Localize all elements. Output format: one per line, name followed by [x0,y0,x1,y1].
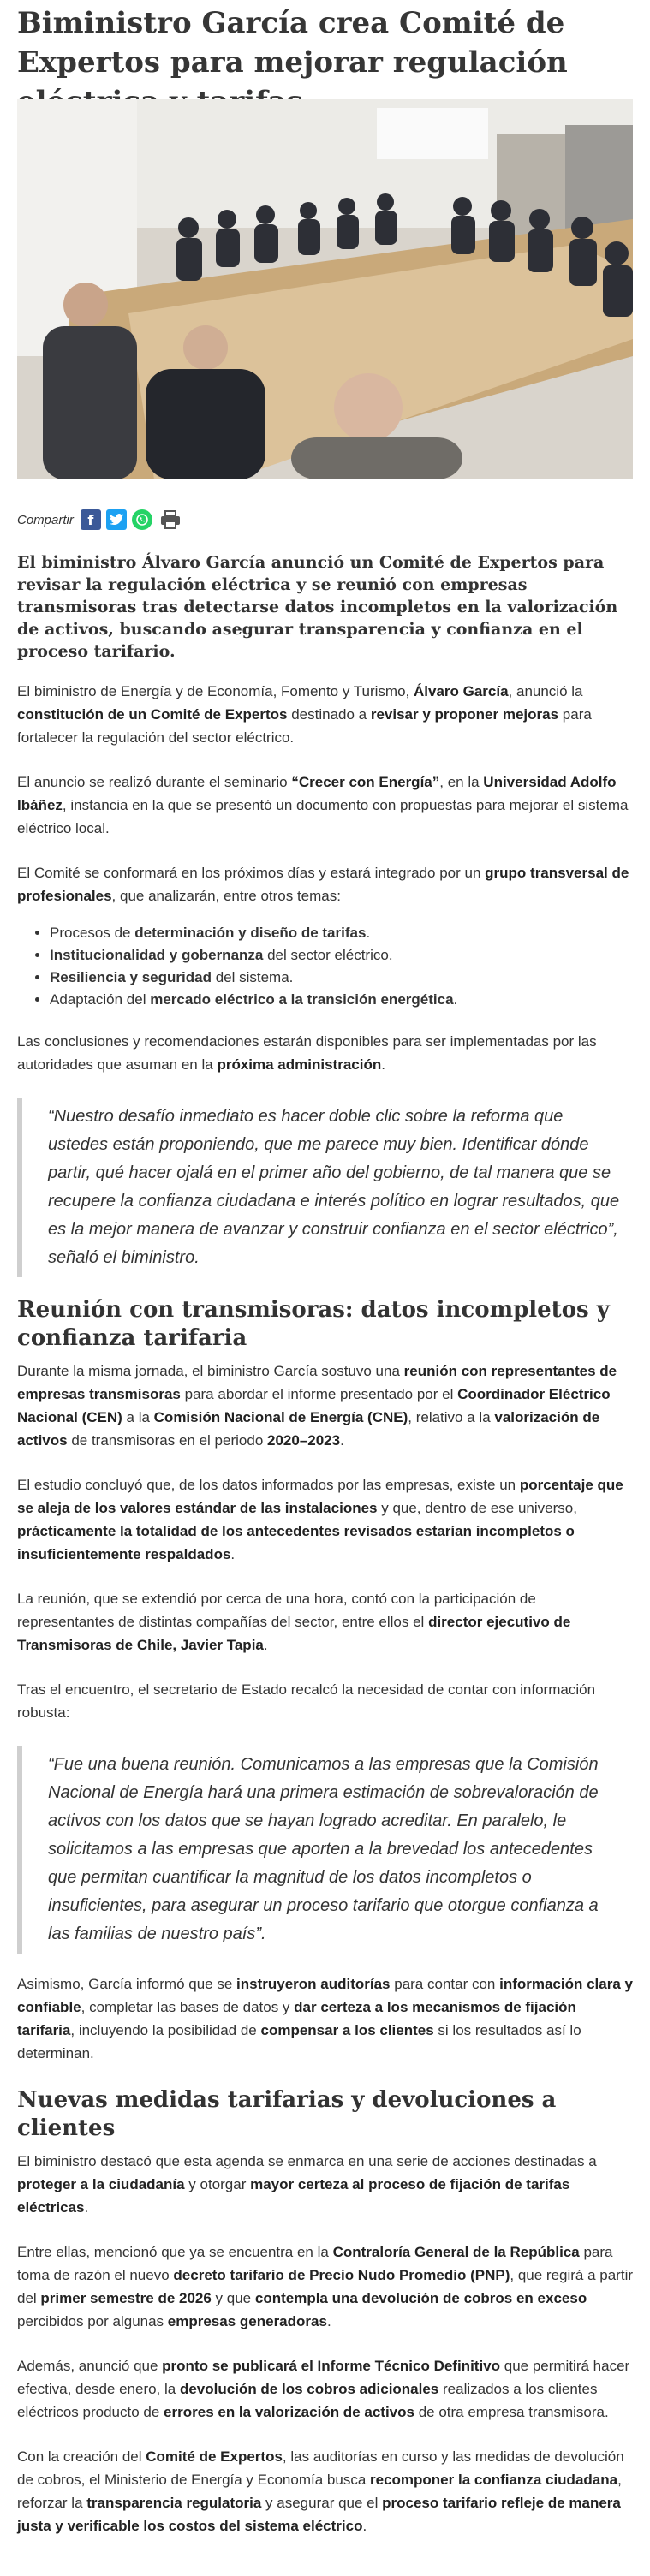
paragraph-10: El biministro destacó que esta agenda se enmarca en una serie de acciones destinadas a proteger a la ciudadanía y otorgar mayor certeza al proceso de fijación de tarifas eléctricas. [17,2153,597,2216]
list-item: • Adaptación del mercado eléctrico a la transición energética. [50,989,633,1011]
list-item: • Institucionalidad y gobernanza del sector eléctrico. [50,944,633,967]
share-label: Compartir [17,512,74,527]
quote-2: “Fue una buena reunión. Comunicamos a las empresas que la Comisión Nacional de Energía hará una primera estimación de sobrevaloración de activos con los datos que se hayan logrado acreditar. En paralelo, le solicitamos a las empresas que aporten a la brevedad los antecedentes que permitan cuantificar la magnitud de los datos incompletos o insuficientes, para asegurar un proceso tarifario que otorgue confianza a las familias de nuestro país”. [17,1746,633,1954]
paragraph-12: Además, anunció que pronto se publicará el Informe Técnico Definitivo que permitirá hacer efectiva, desde enero, la devolución de los cobros adicionales realizados a los clientes eléctricos producto de errores en la valorización de activos de otra empresa transmisora. [17,2358,630,2420]
paragraph-13: Con la creación del Comité de Expertos, las auditorías en curso y las medidas de devolución de cobros, el Ministerio de Energía y Economía busca recomponer la confianza ciudadana, reforzar la transparencia regulatoria y asegurar que el proceso tarifario refleje de manera justa y verificable los costos del sistema eléctrico. [17,2448,624,2534]
article-lead: El biministro Álvaro García anunció un Comité de Expertos para revisar la regulación eléctrica y se reunió con empresas transmisoras tras detectarse datos incompletos en la valorización de activos, buscando asegurar transparencia y confianza en el proceso tarifario. [17,553,618,661]
share-bar [17,479,633,531]
list-item: • Resiliencia y seguridad del sistema. [50,967,633,989]
print-icon[interactable] [158,509,183,530]
paragraph-8: Tras el encuentro, el secretario de Estado recalcó la necesidad de contar con información robusta: [17,1681,596,1721]
section-heading-medidas: Nuevas medidas tarifarias y devoluciones a clientes [17,2087,557,2141]
paragraph-3: El Comité se conformará en los próximos días y estará integrado por un grupo transversal de profesionales, que analizarán, entre otros temas: [17,865,629,904]
paragraph-1: El biministro de Energía y de Economía, Fomento y Turismo, Álvaro García, anunció la constitución de un Comité de Expertos destinado a revisar y proponer mejoras para fortalecer la regulación del sector eléctrico. [17,683,592,746]
quote-1: “Nuestro desafío inmediato es hacer doble clic sobre la reforma que ustedes están proponiendo, que me parece muy bien. Identificar dónde partir, qué hacer ojalá en el primer año del gobierno, de tal manera que se recupere la confianza ciudadana e interés político en lograr resultados, que es la mejor manera de avanzar y construir confianza en el sector eléctrico”, señaló el biministro. [17,1098,633,1277]
paragraph-7: La reunión, que se extendió por cerca de una hora, contó con la participación de representantes de distintas compañías del sector, entre ellos el director ejecutivo de Transmisoras de Chile, Javier Tapia. [17,1591,571,1653]
topics-list [50,922,633,1011]
paragraph-6: El estudio concluyó que, de los datos informados por las empresas, existe un porcentaje que se aleja de los valores estándar de las instalaciones y que, dentro de ese universo, prácticamente la totalidad de los antecedentes revisados estarían incompletos o insuficientemente respaldados. [17,1477,623,1562]
meeting-photo-illustration [17,99,633,479]
twitter-icon[interactable] [106,509,127,530]
facebook-icon[interactable]: f [81,509,101,530]
list-item: • Procesos de determinación y diseño de tarifas. [50,922,633,944]
meeting-photo [17,99,633,479]
article-title: Biministro García crea Comité de Expertos para mejorar regulación [17,6,568,80]
paragraph-4: Las conclusiones y recomendaciones estarán disponibles para ser implementadas por las autoridades que asuman en la próxima administración. [17,1033,597,1073]
paragraph-5: Durante la misma jornada, el biministro García sostuvo una reunión con representantes de empresas transmisoras para abordar el informe presentado por el Coordinador Eléctrico Nacional (CEN) a la Comisión Nacional de Energía (CNE), relativo a la valorización de activos de transmisoras en el periodo 2020–2023. [17,1363,617,1449]
paragraph-9: Asimismo, García informó que se instruyeron auditorías para contar con información clara y confiable, completar las bases de datos y dar certeza a los mecanismos de fijación tarifaria, incluyendo la posibilidad de compensar a los clientes si los resultados así lo determinan. [17,1976,633,2061]
paragraph-11: Entre ellas, mencionó que ya se encuentra en la Contraloría General de la República para toma de razón el nuevo decreto tarifario de Precio Nudo Promedio (PNP), que regirá a partir del primer semestre de 2026 y que contempla una devolución de cobros en exceso percibidos por algunas empresas generadoras. [17,2244,634,2329]
whatsapp-icon[interactable] [132,509,152,530]
section-heading-transmisoras: Reunión con transmisoras: datos incompletos y confianza tarifaria [17,1297,610,1351]
paragraph-2: El anuncio se realizó durante el seminario “Crecer con Energía”, en la Universidad Adolfo Ibáñez, instancia en la que se presentó un documento con propuestas para mejorar el sistema eléctrico local. [17,774,629,836]
